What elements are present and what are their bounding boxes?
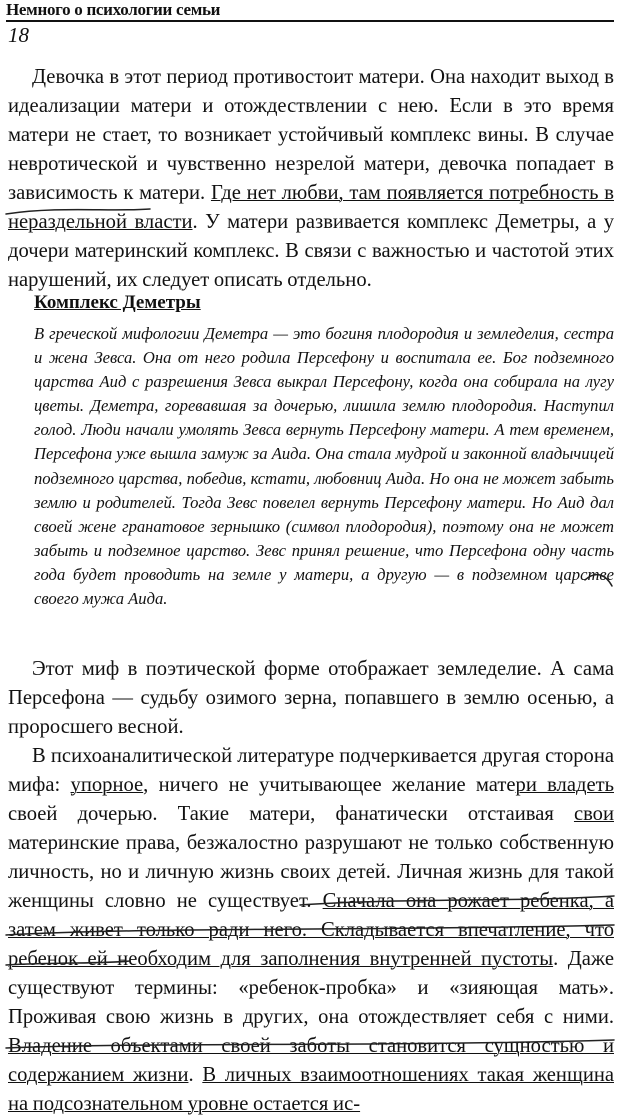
- page-number: 18: [8, 23, 29, 47]
- paragraph-3-u4: Сначала она рожает ребенка, а затем живет только ради него. Складывается впечатление, что ребенок ей необходим для заполнения внутренней пустоты: [8, 890, 614, 970]
- header-title: Немного о психологии семьи: [6, 0, 221, 19]
- paragraph-3-s6: .: [188, 1064, 203, 1086]
- paragraph-2: Этот миф в поэтической форме отображает земледелие. А сама Персефона — судьбу озимого зерна, попавшего в землю осенью, а проросшего весной.: [8, 658, 614, 738]
- paragraph-3-u1: упорное: [70, 774, 144, 796]
- section-heading: Комплекс Деметры: [34, 292, 201, 313]
- paragraph-3: [8, 742, 614, 1119]
- paragraph-3-s2: , ничего не учитывающее желание мате: [143, 774, 516, 796]
- paragraph-3-u6: В личных взаимоотношениях такая женщина на подсознательном уровне остается ис-: [8, 1064, 614, 1115]
- paragraph-3-s3: своей дочерью. Такие матери, фанатически отстаивая: [8, 803, 574, 825]
- paragraph-3-u2: ри владеть: [515, 774, 614, 796]
- paragraph-3-u3: свои: [573, 803, 614, 825]
- running-header: [6, 0, 614, 22]
- paragraph-1-underlined: Где нет любви, там появляется потребность в нераздельной власти: [8, 182, 614, 233]
- paragraph-1-text-before: Девочка в этот период противостоит матери. Она находит выход в идеализации матери и отождествлении с нею. Если в это время матери не стает, то возникает устойчивый комплекс вины. В случае невротической и чувственно незрелой матери, девочка попадает в зависимость к матери.: [8, 66, 614, 204]
- paragraph-1-text-after: . У матери развивается комплекс Деметры, а у дочери материнский комплекс. В связи с важностью и частотой этих нарушений, их следует описать отдельно.: [8, 211, 614, 291]
- paragraph-3-u5: Владение объектами своей заботы становится сущностью и содержанием жизни: [8, 1035, 614, 1086]
- paragraph-3-s4: материнские права, безжалостно разрушают не только собственную личность, но и личную жизнь своих детей. Личная жизнь для такой женщины словно не существует.: [8, 832, 614, 912]
- paragraph-1: [8, 63, 614, 295]
- myth-text: В греческой мифологии Деметра — это богиня плодородия и земледелия, сестра и жена Зевса. Она от него родила Персефону и воспитала ее. Бог подземного царства Аид с разрешения Зевса выкрал Персефону, когда она собирала на лугу цветы. Деметра, горевавшая за дочерью, лишила землю плодородия. Наступил голод. Люди начали умолять Зевса вернуть Персефону матери. А тем временем, Персефона уже вышла замуж за Аида. Она стала мудрой и законной владычицей подземного царства, победив, кстати, любовниц Аида. Но она не может забыть землю и родителей. Тогда Зевс повелел вернуть Персефону матери. Но Аид дал своей жене гранатовое зернышко (символ плодородия), поэтому она не может забыть и подземное царство. Зевс принял решение, что Персефона одну часть года будет проводить на земле у матери, а другую — в подземном царстве своего мужа Аида.: [34, 324, 614, 609]
- paragraph-3-s5: . Даже существуют термины: «ребенок-пробка» и «зияющая мать». Проживая свою жизнь в других, она отождествляет себя с ними.: [8, 948, 614, 1028]
- paragraph-3-s1: В психоаналитической литературе подчеркивается другая сторона мифа:: [8, 745, 614, 796]
